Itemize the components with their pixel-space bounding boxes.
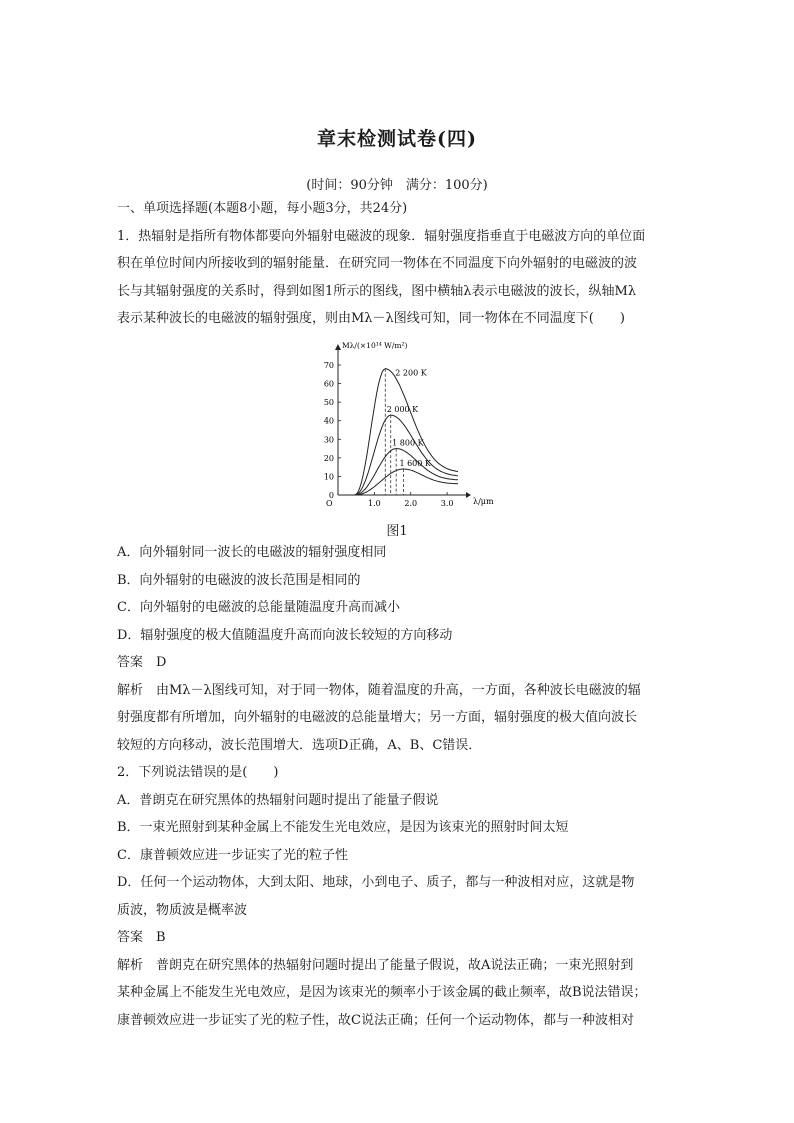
origin-label: O — [326, 499, 333, 508]
curve-0 — [354, 369, 458, 495]
y-tick-label: 0 — [328, 491, 334, 500]
x-tick-label: 2.0 — [404, 499, 418, 508]
y-axis-arrow — [335, 344, 341, 350]
y-tick-label: 20 — [323, 453, 334, 463]
q2-option-b: B．一束光照射到某种金属上不能发生光电效应，是因为该束光的照射时间太短 — [117, 820, 569, 835]
series-label: 2 200 K — [395, 368, 427, 378]
q1-option-d: D．辐射强度的极大值随温度升高而向波长较短的方向移动 — [117, 628, 453, 643]
q1-option-b: B．向外辐射的电磁波的波长范围是相同的 — [117, 573, 361, 588]
y-tick-label: 30 — [323, 435, 334, 445]
page-title: 章末检测试卷(四) — [317, 128, 477, 150]
series-label: 1 800 K — [392, 438, 424, 448]
q2-analysis-line: 康普顿效应进一步证实了光的粒子性，故C说法正确；任何一个运动物体，都与一种波相对 — [117, 1013, 634, 1028]
q2-analysis-line: 解析 普朗克在研究黑体的热辐射问题时提出了能量子假说，故A说法正确；一束光照射到 — [117, 958, 634, 973]
figure-caption: 图1 — [386, 524, 408, 539]
q1-answer: 答案 D — [117, 655, 167, 670]
y-tick-label: 10 — [323, 472, 334, 482]
q2-analysis-line: 某种金属上不能发生光电效应，是因为该束光的频率小于该金属的截止频率，故B说法错误； — [117, 985, 647, 1000]
series-label: 2 000 K — [386, 405, 419, 415]
q1-stem-line: 表示某种波长的电磁波的辐射强度，则由Mλ－λ图线可知，同一物体在不同温度下( ) — [117, 311, 625, 326]
q1-stem-line: 积在单位时间内所接收到的辐射能量．在研究同一物体在不同温度下向外辐射的电磁波的波 — [117, 256, 638, 271]
x-axis-arrow — [466, 492, 471, 498]
q1-option-c: C．向外辐射的电磁波的总能量随温度升高而减小 — [117, 600, 400, 615]
y-tick-label: 40 — [323, 416, 334, 426]
exam-meta: (时间：90分钟 满分：100分) — [306, 178, 488, 193]
q1-option-a: A．向外辐射同一波长的电磁波的辐射强度相同 — [117, 545, 387, 560]
y-axis-label: Mλ/(×10¹⁴ W/m²) — [342, 341, 408, 350]
series-label: 1 600 K — [399, 459, 431, 468]
q1-stem-line: 长与其辐射强度的关系时，得到如图1所示的图线，图中横轴λ表示电磁波的波长，纵轴Mλ — [117, 284, 637, 299]
q1-analysis-line: 较短的方向移动，波长范围增大．选项D正确，A、B、C错误． — [117, 738, 482, 753]
y-tick-label: 50 — [323, 398, 334, 408]
x-tick-label: 1.0 — [367, 499, 381, 508]
q2-answer: 答案 B — [117, 930, 166, 945]
x-axis-label: λ/μm — [473, 497, 494, 506]
y-tick-label: 70 — [323, 361, 334, 370]
y-tick-label: 60 — [323, 379, 334, 389]
q1-analysis-line: 解析 由Mλ－λ图线可知，对于同一物体，随着温度的升高，一方面，各种波长电磁波的辐 — [117, 683, 641, 698]
radiation-chart — [318, 338, 494, 510]
q1-analysis-line: 射强度都有所增加，向外辐射的电磁波的总能量增大；另一方面，辐射强度的极大值向波长 — [117, 710, 638, 725]
q1-stem-line: 1．热辐射是指所有物体都要向外辐射电磁波的现象．辐射强度指垂直于电磁波方向的单位面 — [117, 229, 646, 244]
x-tick-label: 3.0 — [440, 499, 454, 508]
q2-stem: 2．下列说法错误的是( ) — [117, 765, 279, 780]
q2-option-a: A．普朗克在研究黑体的热辐射问题时提出了能量子假说 — [117, 793, 439, 808]
q2-option-c: C．康普顿效应进一步证实了光的粒子性 — [117, 848, 348, 863]
q2-option-d: D．任何一个运动物体，大到太阳、地球，小到电子、质子，都与一种波相对应，这就是物 — [117, 875, 635, 890]
q2-option-d-cont: 质波，物质波是概率波 — [117, 903, 248, 918]
section-heading: 一、单项选择题(本题8小题，每小题3分，共24分) — [117, 201, 408, 216]
